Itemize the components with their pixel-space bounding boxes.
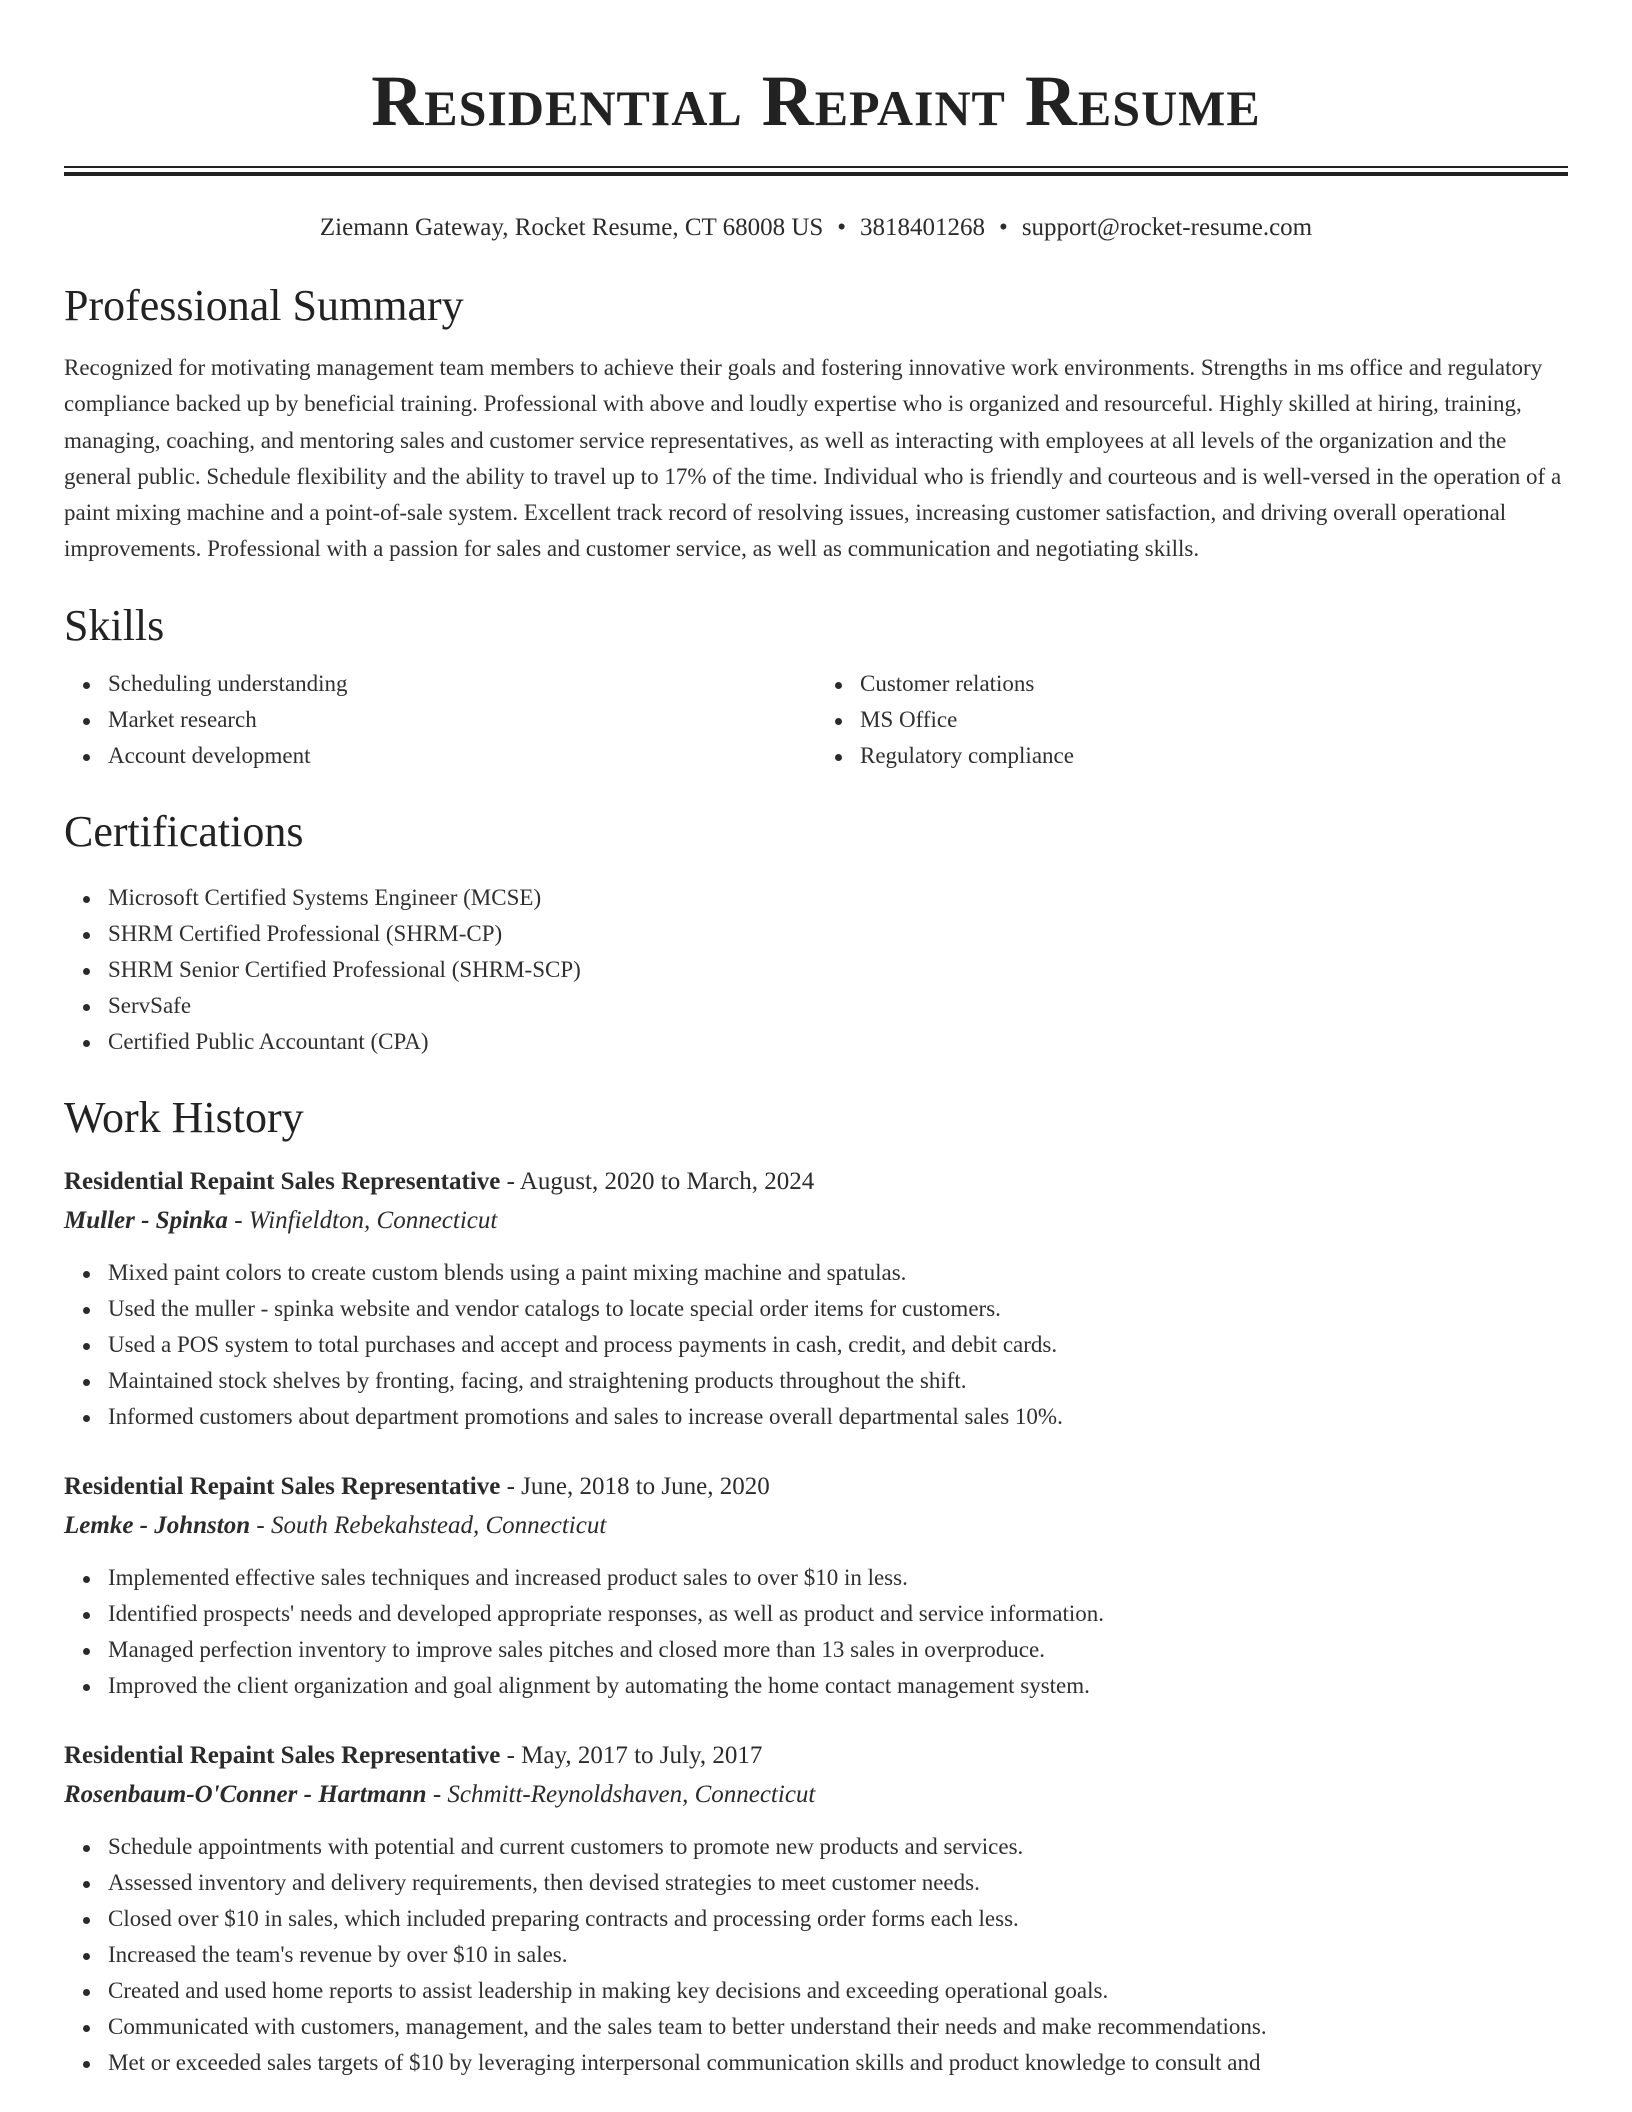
certification-item: SHRM Senior Certified Professional (SHRM-SCP) bbox=[108, 952, 1568, 988]
company-location: - South Rebekahstead, Connecticut bbox=[250, 1511, 607, 1539]
job-entry bbox=[64, 1738, 1568, 2081]
resume-title: Residential Repaint Resume bbox=[371, 61, 1261, 141]
contact-address: Ziemann Gateway, Rocket Resume, CT 68008 US bbox=[319, 214, 824, 241]
contact-separator: • bbox=[837, 214, 847, 241]
summary-text: Recognized for motivating management team members to achieve their goals and fostering innovative work environments. Strengths in ms office and regulatory compliance backed up by beneficial training. Professional with above and loudly expertise who is organized and resourceful. Highly skilled at hiring, training, managing, coaching, and mentoring sales and customer service representatives, as well as interacting with employees at all levels of the organization and the general public. Schedule flexibility and the ability to travel up to 17% of the time. Individual who is friendly and courteous and is well-versed in the operation of a paint mixing machine and a point-of-sale system. Excellent track record of resolving issues, increasing customer satisfaction, and driving overall operational improvements. Professional with a passion for sales and customer service, as well as communication and negotiating skills. bbox=[64, 355, 1562, 562]
job-title-line bbox=[64, 1164, 1568, 1200]
job-dates: - June, 2018 to June, 2020 bbox=[500, 1472, 770, 1500]
company-location: - Schmitt-Reynoldshaven, Connecticut bbox=[426, 1780, 816, 1808]
company-line bbox=[64, 1508, 1568, 1544]
job-title-line bbox=[64, 1469, 1568, 1505]
job-duty: Improved the client organization and goal alignment by automating the home contact management system. bbox=[108, 1668, 1568, 1704]
company-line bbox=[64, 1777, 1568, 1813]
skill-item: Account development bbox=[108, 738, 816, 774]
contact-phone: 3818401268 bbox=[860, 214, 986, 241]
job-duty: Identified prospects' needs and developed appropriate responses, as well as product and service information. bbox=[108, 1596, 1568, 1632]
certification-item: ServSafe bbox=[108, 988, 1568, 1024]
certification-item: Certified Public Accountant (CPA) bbox=[108, 1024, 1568, 1060]
job-duties-list bbox=[64, 1255, 1568, 1435]
skill-item: Customer relations bbox=[860, 666, 1568, 702]
skill-item: MS Office bbox=[860, 702, 1568, 738]
skill-item: Regulatory compliance bbox=[860, 738, 1568, 774]
skills-columns bbox=[64, 666, 1568, 774]
job-duty: Met or exceeded sales targets of $10 by leveraging interpersonal communication skills and product knowledge to consult and bbox=[108, 2045, 1568, 2081]
certification-item: SHRM Certified Professional (SHRM-CP) bbox=[108, 916, 1568, 952]
certification-item: Microsoft Certified Systems Engineer (MCSE) bbox=[108, 880, 1568, 916]
contact-separator: • bbox=[999, 214, 1008, 241]
job-duty: Mixed paint colors to create custom blends using a paint mixing machine and spatulas. bbox=[108, 1255, 1568, 1291]
job-title: Residential Repaint Sales Representative bbox=[64, 1741, 501, 1769]
summary-heading: Professional Summary bbox=[64, 281, 464, 330]
company-name: Muller - Spinka bbox=[64, 1206, 228, 1234]
job-duty: Assessed inventory and delivery requirements, then devised strategies to meet customer needs. bbox=[108, 1865, 1568, 1901]
job-duty: Schedule appointments with potential and current customers to promote new products and services. bbox=[108, 1829, 1568, 1865]
company-name: Lemke - Johnston bbox=[64, 1511, 251, 1539]
certifications-list bbox=[64, 880, 1568, 1060]
company-line bbox=[64, 1203, 1568, 1239]
contact-line bbox=[64, 212, 1568, 244]
job-duty: Informed customers about department promotions and sales to increase overall departmental sales 10%. bbox=[108, 1399, 1568, 1435]
job-duties-list bbox=[64, 1560, 1568, 1704]
skills-heading: Skills bbox=[64, 600, 165, 650]
job-duty: Communicated with customers, management, and the sales team to better understand their needs and make recommendations. bbox=[108, 2009, 1568, 2045]
job-title-line bbox=[64, 1738, 1568, 1774]
certifications-heading: Certifications bbox=[64, 806, 304, 856]
skills-right-list bbox=[816, 666, 1568, 774]
contact-email: support@rocket-resume.com bbox=[1021, 214, 1313, 241]
skill-item: Market research bbox=[108, 702, 816, 738]
job-title: Residential Repaint Sales Representative bbox=[64, 1167, 501, 1195]
title-divider bbox=[64, 166, 1568, 176]
job-entry bbox=[64, 1164, 1568, 1435]
work-history-heading: Work History bbox=[64, 1092, 304, 1142]
job-duties-list bbox=[64, 1829, 1568, 2081]
company-name: Rosenbaum-O'Conner - Hartmann bbox=[64, 1780, 427, 1808]
job-duty: Implemented effective sales techniques and increased product sales to over $10 in less. bbox=[108, 1560, 1568, 1596]
job-duty: Maintained stock shelves by fronting, facing, and straightening products throughout the shift. bbox=[108, 1363, 1568, 1399]
job-dates: - May, 2017 to July, 2017 bbox=[500, 1741, 763, 1769]
skill-item: Scheduling understanding bbox=[108, 666, 816, 702]
job-duty: Closed over $10 in sales, which included preparing contracts and processing order forms each less. bbox=[108, 1901, 1568, 1937]
job-duty: Increased the team's revenue by over $10 in sales. bbox=[108, 1937, 1568, 1973]
job-dates: - August, 2020 to March, 2024 bbox=[500, 1167, 815, 1195]
job-entry bbox=[64, 1469, 1568, 1704]
company-location: - Winfieldton, Connecticut bbox=[227, 1206, 498, 1234]
job-duty: Used the muller - spinka website and vendor catalogs to locate special order items for customers. bbox=[108, 1291, 1568, 1327]
job-duty: Created and used home reports to assist leadership in making key decisions and exceeding operational goals. bbox=[108, 1973, 1568, 2009]
job-duty: Managed perfection inventory to improve sales pitches and closed more than 13 sales in overproduce. bbox=[108, 1632, 1568, 1668]
job-title: Residential Repaint Sales Representative bbox=[64, 1472, 501, 1500]
skills-left-list bbox=[64, 666, 816, 774]
job-duty: Used a POS system to total purchases and accept and process payments in cash, credit, and debit cards. bbox=[108, 1327, 1568, 1363]
resume-page bbox=[64, 0, 1568, 2081]
